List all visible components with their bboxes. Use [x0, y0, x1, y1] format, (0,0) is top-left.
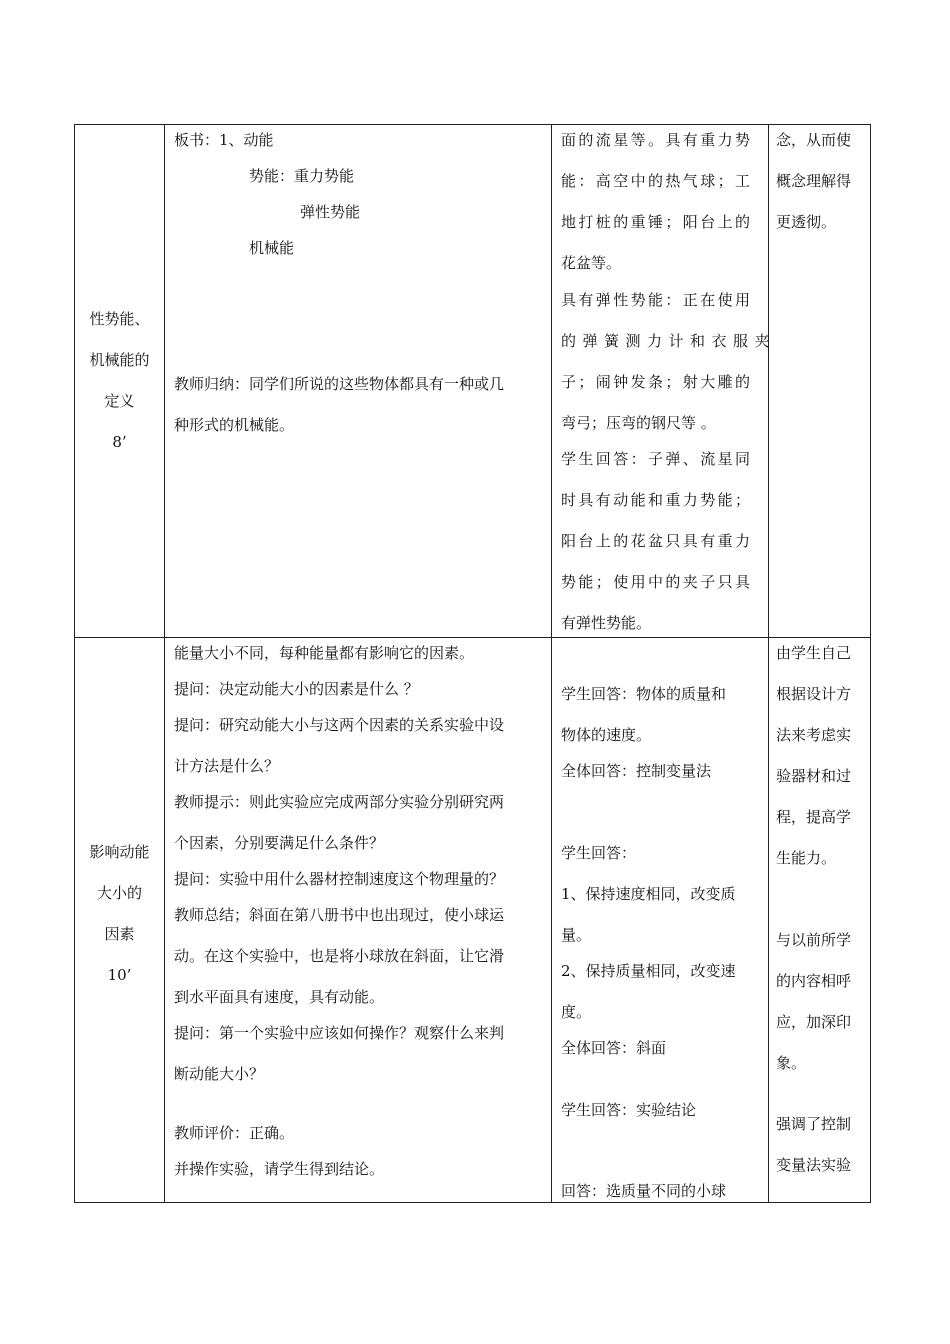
student-line: 有弹性势能。	[561, 614, 652, 632]
teacher-line: 计方法是什么？	[174, 757, 280, 775]
teacher-line: 能量大小不同，每种能量都有影响它的因素。	[174, 644, 475, 662]
stage-line: 8’	[112, 433, 127, 451]
teacher-line: 断动能大小？	[174, 1065, 265, 1083]
stage-line: 性势能、	[89, 310, 150, 328]
board-mechanical: 机械能	[249, 239, 295, 257]
student-line: 能：高空中的热气球；工	[561, 172, 753, 190]
stage-cell	[75, 638, 165, 1203]
student-line: 度。	[561, 1003, 592, 1021]
student-line: 子；闹钟发条；射大雕的	[561, 373, 753, 391]
student-line: 的弹簧测力计和衣服夹	[561, 332, 777, 350]
intent-line: 象。	[776, 1054, 807, 1072]
table-row	[75, 638, 871, 1203]
teacher-summary-line: 种形式的机械能。	[174, 416, 295, 434]
teacher-line: 提问：实验中用什么器材控制速度这个物理量的？	[174, 870, 505, 888]
design-intent-cell	[769, 125, 871, 638]
student-line: 时具有动能和重力势能；	[561, 491, 753, 509]
teacher-line: 动。在这个实验中，也是将小球放在斜面，让它滑	[174, 947, 505, 965]
intent-line: 由学生自己	[776, 644, 852, 662]
teacher-line: 提问：第一个实验中应该如何操作？观察什么来判	[174, 1024, 505, 1042]
student-line: 全体回答：控制变量法	[561, 762, 712, 780]
student-line: 弯弓；压弯的钢尺等 。	[561, 414, 716, 432]
intent-line: 强调了控制	[776, 1115, 852, 1133]
student-line: 学生回答：物体的质量和	[561, 685, 727, 703]
intent-line: 应，加深印	[776, 1013, 852, 1031]
intent-line: 法来考虑实	[776, 726, 852, 744]
intent-line: 验器材和过	[776, 767, 852, 785]
teacher-line: 教师评价：正确。	[174, 1124, 295, 1142]
teacher-line: 提问：决定动能大小的因素是什么 ？	[174, 680, 419, 698]
student-line: 全体回答：斜面	[561, 1039, 667, 1057]
board-potential: 势能：重力势能	[249, 167, 355, 185]
teacher-line: 到水平面具有速度，具有动能。	[174, 988, 385, 1006]
teacher-line: 提问：研究动能大小与这两个因素的关系实验中设	[174, 716, 505, 734]
board-title: 板书：1、动能	[174, 131, 274, 149]
student-line: 花盆等。	[561, 254, 622, 272]
stage-line: 大小的	[96, 884, 142, 902]
student-line: 1、保持速度相同，改变质	[561, 885, 736, 903]
lesson-plan-table	[74, 124, 871, 1203]
board-elastic: 弹性势能	[300, 203, 361, 221]
intent-line: 更透彻。	[776, 213, 837, 231]
intent-line: 生能力。	[776, 849, 837, 867]
student-line: 阳台上的花盆只具有重力	[561, 532, 753, 550]
student-line: 回答：选质量不同的小球	[561, 1182, 727, 1200]
teacher-line: 教师总结；斜面在第八册书中也出现过，使小球运	[174, 906, 505, 924]
teacher-line: 并操作实验，请学生得到结论。	[174, 1160, 385, 1178]
intent-line: 念，从而使	[776, 131, 852, 149]
student-line: 势能；使用中的夹子只具	[561, 573, 753, 591]
student-activity-cell	[552, 125, 777, 638]
intent-line: 与以前所学	[776, 931, 852, 949]
table-row	[75, 125, 871, 638]
student-line: 面的流星等。具有重力势	[561, 131, 753, 149]
intent-line: 变量法实验	[776, 1156, 852, 1174]
student-line: 2、保持质量相同，改变速	[561, 962, 736, 980]
student-line: 学生回答：	[561, 844, 637, 862]
stage-line: 10’	[107, 966, 132, 984]
stage-line: 因素	[104, 925, 135, 943]
student-line: 量。	[561, 926, 592, 944]
teacher-activity-cell	[165, 638, 552, 1203]
stage-cell	[75, 125, 165, 638]
teacher-line: 个因素，分别要满足什么条件？	[174, 834, 385, 852]
design-intent-cell	[769, 638, 871, 1203]
student-line: 学生回答：子弹、流星同	[561, 450, 753, 468]
student-line: 具有弹性势能：正在使用	[561, 291, 753, 309]
intent-line: 概念理解得	[776, 172, 852, 190]
stage-line: 定义	[104, 392, 135, 410]
intent-line: 程，提高学	[776, 808, 852, 826]
teacher-line: 教师提示：则此实验应完成两部分实验分别研究两	[174, 793, 505, 811]
intent-line: 根据设计方	[776, 685, 852, 703]
teacher-activity-cell	[165, 125, 552, 638]
stage-line: 影响动能	[89, 843, 150, 861]
student-line: 地打桩的重锤；阳台上的	[561, 213, 753, 231]
student-line: 物体的速度。	[561, 726, 652, 744]
intent-line: 的内容相呼	[776, 972, 852, 990]
student-activity-cell	[552, 638, 769, 1203]
teacher-summary-line: 教师归纳：同学们所说的这些物体都具有一种或几	[174, 375, 505, 393]
student-line: 学生回答：实验结论	[561, 1101, 697, 1119]
stage-line: 机械能的	[89, 351, 150, 369]
